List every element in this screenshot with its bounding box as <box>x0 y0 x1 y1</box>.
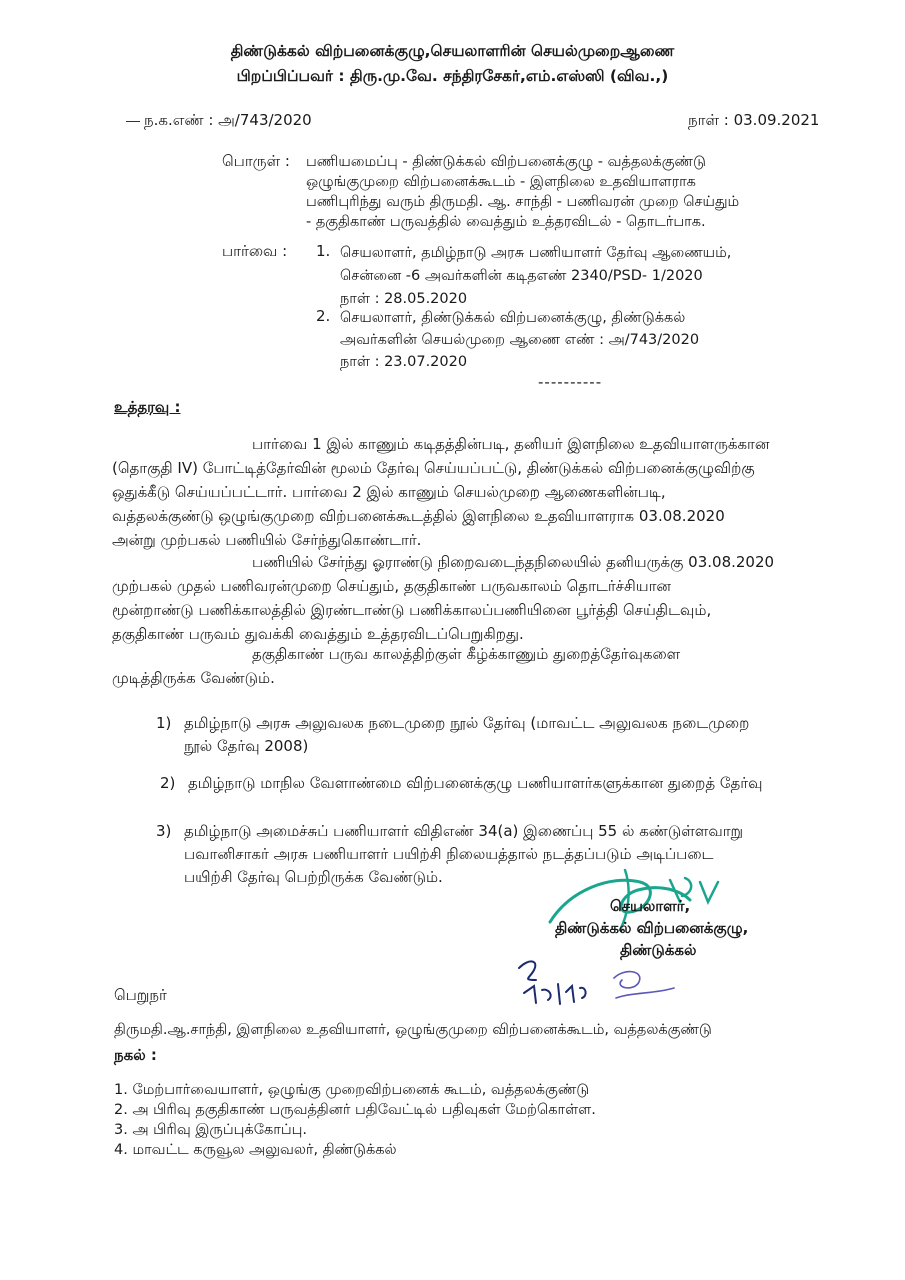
order-paragraph-3 <box>112 642 847 690</box>
paragraph-line: பார்வை 1 இல் காணும் கடிதத்தின்படி, தனியர் இளநிலை உதவியாளருக்கான <box>252 435 770 453</box>
subject-line: ஒழுங்குமுறை விற்பனைக்கூடம் - இளநிலை உதவியாளராக <box>306 174 696 190</box>
copy-item: 2. அ பிரிவு தகுதிகாண் பருவத்தினர் பதிவேட்டில் பதிவுகள் மேற்கொள்ள. <box>114 1102 596 1118</box>
subject-line: பணிபுரிந்து வரும் திருமதி. ஆ. சாந்தி - பணிவரன் முறை செய்தும் <box>306 194 740 210</box>
separator: ---------- <box>538 373 603 391</box>
reference-label: பார்வை : <box>222 242 288 260</box>
condition-line: நூல் தேர்வு 2008) <box>184 737 309 755</box>
copy-item: 1. மேற்பார்வையாளர், ஒழுங்கு முறைவிற்பனைக் கூடம், வத்தலக்குண்டு <box>114 1082 590 1098</box>
condition-text <box>188 772 762 795</box>
reference-item-1 <box>340 242 731 311</box>
reference-number: ந.க.எண் : அ/743/2020 <box>144 111 312 129</box>
handwritten-initials <box>514 948 714 1028</box>
reference-item-num: 2. <box>316 307 331 325</box>
paragraph-line: அன்று முற்பகல் பணியில் சேர்ந்துகொண்டார். <box>112 531 422 549</box>
paragraph-line: ஒதுக்கீடு செய்யப்பட்டார். பார்வை 2 இல் காணும் செயல்முறை ஆணைகளின்படி, <box>112 483 666 501</box>
reference-item-2 <box>340 307 699 373</box>
paragraph-line: (தொகுதி IV) போட்டித்தேர்வின் மூலம் தேர்வு செய்யப்பட்டு, திண்டுக்கல் விற்பனைக்குழுவிற்கு <box>112 459 755 477</box>
condition-2 <box>160 772 840 796</box>
signatory-office: திண்டுக்கல் விற்பனைக்குழு, <box>555 919 749 937</box>
paragraph-line: பணியில் சேர்ந்து ஓராண்டு நிறைவடைந்தநிலையில் தனியருக்கு 03.08.2020 <box>252 553 775 571</box>
condition-number: 3) <box>156 822 172 840</box>
reference-line: அவர்களின் செயல்முறை ஆணை எண் : அ/743/2020 <box>340 332 700 348</box>
condition-1 <box>156 712 836 760</box>
reference-line: செயலாளர், தமிழ்நாடு அரசு பணியாளர் தேர்வு ஆணையம், <box>340 245 732 261</box>
signatory-designation: செயலாளர், <box>610 897 691 915</box>
reference-line: செயலாளர், திண்டுக்கல் விற்பனைக்குழு, திண்டுக்கல் <box>340 310 686 326</box>
initials-stroke <box>614 972 674 998</box>
order-date: நாள் : 03.09.2021 <box>688 111 820 129</box>
paragraph-line: தகுதிகாண் பருவம் துவக்கி வைத்தும் உத்தரவிடப்பெறுகிறது. <box>112 625 524 643</box>
subject-label: பொருள் : <box>222 152 290 170</box>
paragraph-line: வத்தலக்குண்டு ஒழுங்குமுறை விற்பனைக்கூடத்தில் இளநிலை உதவியாளராக 03.08.2020 <box>112 507 725 525</box>
paragraph-line: முடித்திருக்க வேண்டும். <box>112 669 275 687</box>
order-paragraph-2 <box>112 550 847 646</box>
paragraph-line: தகுதிகாண் பருவ காலத்திற்குள் கீழ்க்காணும் துறைத்தேர்வுகளை <box>252 645 681 663</box>
reference-line: சென்னை -6 அவர்களின் கடிதஎண் 2340/PSD- 1/2020 <box>340 268 703 284</box>
copy-item: 3. அ பிரிவு இருப்புக்கோப்பு. <box>114 1122 308 1138</box>
condition-line: பயிற்சி தேர்வு பெற்றிருக்க வேண்டும். <box>184 868 443 886</box>
copy-item: 4. மாவட்ட கருவூல அலுவலர், திண்டுக்கல் <box>114 1142 397 1158</box>
condition-number: 1) <box>156 714 172 732</box>
paragraph-line: மூன்றாண்டு பணிக்காலத்தில் இரண்டாண்டு பணிக்காலப்பணியினை பூர்த்தி செய்திடவும், <box>112 601 712 619</box>
condition-line: தமிழ்நாடு மாநில வேளாண்மை விற்பனைக்குழு பணியாளர்களுக்கான துறைத் தேர்வு <box>188 774 763 792</box>
order-paragraph-1 <box>112 432 847 552</box>
reference-item-num: 1. <box>316 242 331 260</box>
reference-line: நாள் : 23.07.2020 <box>340 354 468 370</box>
copy-list <box>114 1080 596 1160</box>
initials-stroke <box>519 961 586 1004</box>
issuer-line: பிறப்பிப்பவர் : திரு.மு.வே. சந்திரசேகர்,எம்.எஸ்ஸி (விவ.,) <box>236 67 669 85</box>
condition-text <box>184 712 749 758</box>
paragraph-line: முற்பகல் முதல் பணிவரன்முறை செய்தும், தகுதிகாண் பருவகாலம் தொடர்ச்சியான <box>112 577 671 595</box>
subject-text <box>306 152 739 232</box>
margin-dash <box>126 121 140 122</box>
recipient-label: பெறுநர் <box>114 986 167 1004</box>
subject-line: - தகுதிகாண் பருவத்தில் வைத்தும் உத்தரவிடல் - தொடர்பாக. <box>306 214 706 230</box>
condition-line: பவானிசாகர் அரசு பணியாளர் பயிற்சி நிலையத்தால் நடத்தப்படும் அடிப்படை <box>184 845 714 863</box>
condition-number: 2) <box>160 774 176 792</box>
copy-label: நகல் : <box>114 1046 157 1064</box>
condition-line: தமிழ்நாடு அமைச்சுப் பணியாளர் விதிஎண் 34(a) இணைப்பு 55 ல் கண்டுள்ளவாறு <box>184 822 744 840</box>
document-title: திண்டுக்கல் விற்பனைக்குழு,செயலாளரின் செயல்முறைஆணை <box>230 42 675 60</box>
signatory-place: திண்டுக்கல் <box>620 941 697 959</box>
reference-line: நாள் : 28.05.2020 <box>340 291 468 307</box>
subject-line: பணியமைப்பு - திண்டுக்கல் விற்பனைக்குழு - வத்தலக்குண்டு <box>306 154 706 170</box>
order-heading: உத்தரவு : <box>114 398 181 416</box>
recipient-text: திருமதி.ஆ.சாந்தி, இளநிலை உதவியாளர், ஒழுங்குமுறை விற்பனைக்கூடம், வத்தலக்குண்டு <box>114 1022 712 1038</box>
condition-line: தமிழ்நாடு அரசு அலுவலக நடைமுறை நூல் தேர்வு (மாவட்ட அலுவலக நடைமுறை <box>184 714 750 732</box>
